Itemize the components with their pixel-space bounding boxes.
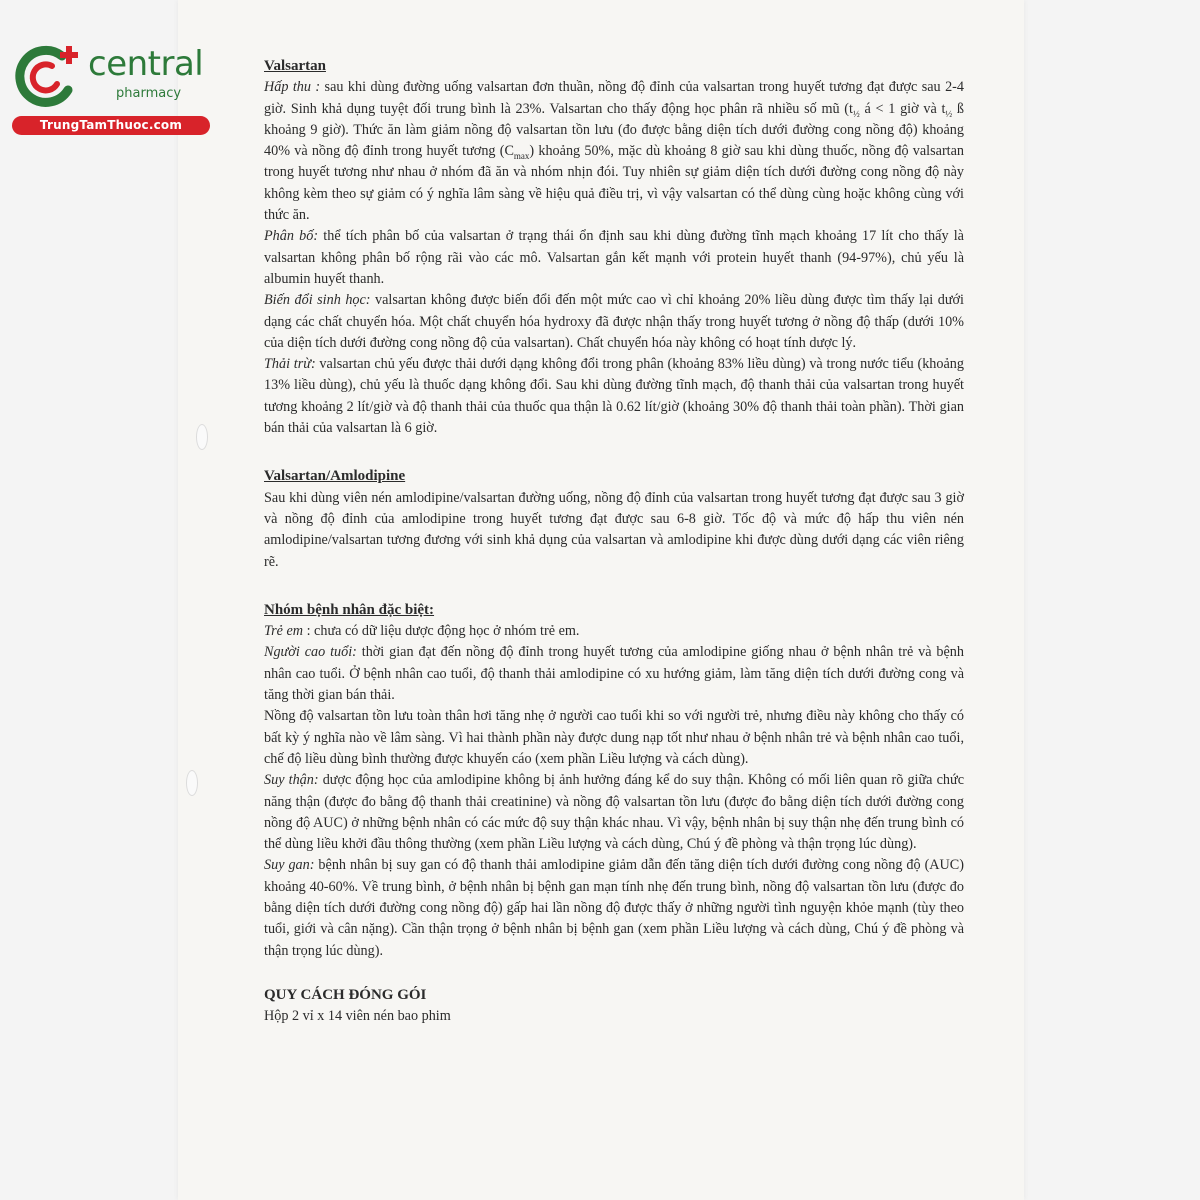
paragraph-label: Trẻ em bbox=[264, 623, 304, 640]
paragraph-text: valsartan chủ yếu được thải dưới dạng không đổi trong phân (khoảng 83% liều dùng) và trong nước tiểu (khoảng 13% liều dùng), chủ yếu là thuốc dạng không đổi. Sau khi dùng đường tĩnh mạch, độ thanh thải của valsartan trong huyết tương khoảng 2 lít/giờ và độ thanh thải của thuốc qua thận là 0.62 lít/giờ (khoảng 30% độ thanh thải toàn phần). Thời gian bán thải của valsartan là 6 giờ. bbox=[264, 356, 964, 437]
paragraph-label: Hấp thu : bbox=[264, 79, 321, 96]
subscript: max bbox=[513, 151, 530, 162]
section-special-populations bbox=[264, 600, 964, 962]
paragraph-elderly bbox=[264, 642, 964, 706]
section-valsartan bbox=[264, 56, 964, 439]
paragraph-elimination bbox=[264, 354, 964, 439]
paragraph-text: ) khoảng 50%, mặc dù khoảng 8 giờ sau khi dùng thuốc, nồng độ valsartan trong huyết tương như nhau ở nhóm đã ăn và nhóm nhịn đói. Tuy nhiên sự giảm diện tích dưới đường cong nồng độ này không kèm theo sự giảm có ý nghĩa lâm sàng về hiệu quả điều trị, vì vậy valsartan có thể dùng cùng hoặc không cùng với thức ăn. bbox=[264, 143, 964, 224]
paragraph-biotransformation bbox=[264, 290, 964, 354]
paragraph-text: sau khi dùng đường uống valsartan đơn thuần, nồng độ đỉnh của valsartan trong huyết tương đạt được sau 2-4 giờ. Sinh khả dụng tuyệt đối trung bình là 23%. Valsartan cho thấy động học phân rã nhiều số mũ (t bbox=[264, 79, 964, 117]
section-heading: Valsartan bbox=[264, 58, 326, 74]
paragraph-text: : chưa có dữ liệu dược động học ở nhóm trẻ em. bbox=[303, 623, 580, 640]
paragraph-distribution bbox=[264, 226, 964, 290]
paragraph-text: Sau khi dùng viên nén amlodipine/valsartan đường uống, nồng độ đỉnh của valsartan trong huyết tương đạt được sau 3 giờ và nồng độ đỉnh của amlodipine trong huyết tương đạt được sau 6-8 giờ. Tốc độ và mức độ hấp thu viên nén amlodipine/valsartan tương đương với sinh khả dụng của valsartan và amlodipine khi được dùng dưới dạng các viên riêng rẽ. bbox=[264, 489, 964, 570]
punch-hole bbox=[186, 770, 198, 796]
brand-url: TrungTamThuoc.com bbox=[12, 116, 210, 135]
section-packaging bbox=[264, 984, 964, 1027]
central-logo-icon bbox=[12, 42, 88, 114]
paragraph-text: bệnh nhân bị suy gan có độ thanh thải amlodipine giảm dẫn đến tăng diện tích dưới đường cong nồng độ (AUC) khoảng 40-60%. Về trung bình, ở bệnh nhân bị bệnh gan mạn tính nhẹ đến trung bình, nồng độ valsartan tồn lưu (được đo bằng diện tích dưới đường cong nồng độ) gấp hai lần nồng độ được thấy ở những người tình nguyện khỏe mạnh (tùy theo tuổi, giới và cân nặng). Cần thận trọng ở bệnh nhân bị bệnh gan (xem phần Liều lượng và cách dùng, Chú ý đề phòng và thận trọng lúc dùng). bbox=[264, 857, 964, 959]
paragraph-hepatic bbox=[264, 855, 964, 961]
paragraph-label: Suy thận: bbox=[264, 772, 319, 789]
paragraph-absorption bbox=[264, 77, 964, 226]
paragraph-children bbox=[264, 621, 964, 642]
punch-hole bbox=[196, 424, 208, 450]
section-heading: Valsartan/Amlodipine bbox=[264, 468, 406, 485]
paragraph-text: dược động học của amlodipine không bị ảnh hưởng đáng kể do suy thận. Không có mối liên quan rõ giữa chức năng thận (được đo bằng độ thanh thải creatinine) và nồng độ valsartan tồn lưu (được đo bằng diện tích dưới đường cong nồng độ AUC) ở những bệnh nhân có các mức độ suy thận khác nhau. Vì vậy, bệnh nhân bị suy thận nhẹ đến trung bình có thể dùng liều khởi đầu thông thường (xem phần Liều lượng và cách dùng, Chú ý đề phòng và thận trọng lúc dùng). bbox=[264, 772, 964, 853]
document-content bbox=[264, 56, 964, 1054]
paragraph-label: Biến đổi sinh học: bbox=[264, 292, 371, 309]
packaging-text: Hộp 2 vỉ x 14 viên nén bao phim bbox=[264, 1007, 451, 1024]
paragraph-elderly-valsartan: Nồng độ valsartan tồn lưu toàn thân hơi tăng nhẹ ở người cao tuổi khi so với người trẻ, nhưng điều này không cho thấy có bất kỳ ý nghĩa nào về lâm sàng. Vì hai thành phần này được dung nạp tốt như nhau ở bệnh nhân trẻ và bệnh nhân cao tuổi, chế độ liều dùng bình thường được khuyến cáo (xem phần Liều lượng và cách dùng). bbox=[264, 708, 964, 767]
brand-name: central bbox=[88, 44, 204, 84]
paragraph-label: Thải trừ: bbox=[264, 356, 316, 373]
paragraph-label: Phân bố: bbox=[264, 228, 319, 245]
brand-subtitle: pharmacy bbox=[116, 86, 182, 101]
paragraph-text: á < 1 giờ và t bbox=[859, 100, 946, 117]
paragraph-label: Người cao tuổi: bbox=[264, 644, 357, 661]
paragraph-label: Suy gan: bbox=[264, 857, 315, 874]
paragraph-text: ß khoảng 9 giờ). Thức ăn làm giảm nồng độ valsartan tồn lưu (đo được bằng diện tích dưới đường cong nồng độ) khoảng 40% và nồng độ đỉnh trong huyết tương (C bbox=[264, 100, 965, 160]
section-combination bbox=[264, 466, 964, 572]
paragraph-text: thời gian đạt đến nồng độ đỉnh trong huyết tương của amlodipine giống nhau ở bệnh nhân trẻ và bệnh nhân cao tuổi. Ở bệnh nhân cao tuổi, độ thanh thải amlodipine có xu hướng giảm, làm tăng diện tích dưới đường cong và tăng thời gian bán thải. bbox=[264, 644, 964, 704]
section-heading: QUY CÁCH ĐÓNG GÓI bbox=[264, 986, 427, 1003]
subscript: ½ bbox=[945, 108, 953, 119]
paragraph-text: thể tích phân bố của valsartan ở trạng thái ổn định sau khi dùng đường tĩnh mạch khoảng 17 lít cho thấy là valsartan không phân bố rộng rãi vào các mô. Valsartan gắn kết mạnh với protein huyết thanh (94-97%), chủ yếu là albumin huyết thanh. bbox=[264, 228, 964, 287]
paragraph-renal bbox=[264, 770, 964, 855]
subscript: ½ bbox=[852, 108, 860, 119]
brand-logo[interactable] bbox=[12, 42, 212, 138]
section-heading: Nhóm bệnh nhân đặc biệt: bbox=[264, 601, 435, 618]
paragraph-text: valsartan không được biến đổi đến một mức cao vì chỉ khoảng 20% liều dùng được tìm thấy lại dưới dạng các chất chuyển hóa. Một chất chuyển hóa hydroxy đã được nhận thấy trong huyết tương ở nồng độ thấp (dưới 10% của diện tích dưới đường cong nồng độ của valsartan). Chất chuyển hóa này không có hoạt tính dược lý. bbox=[264, 292, 964, 351]
